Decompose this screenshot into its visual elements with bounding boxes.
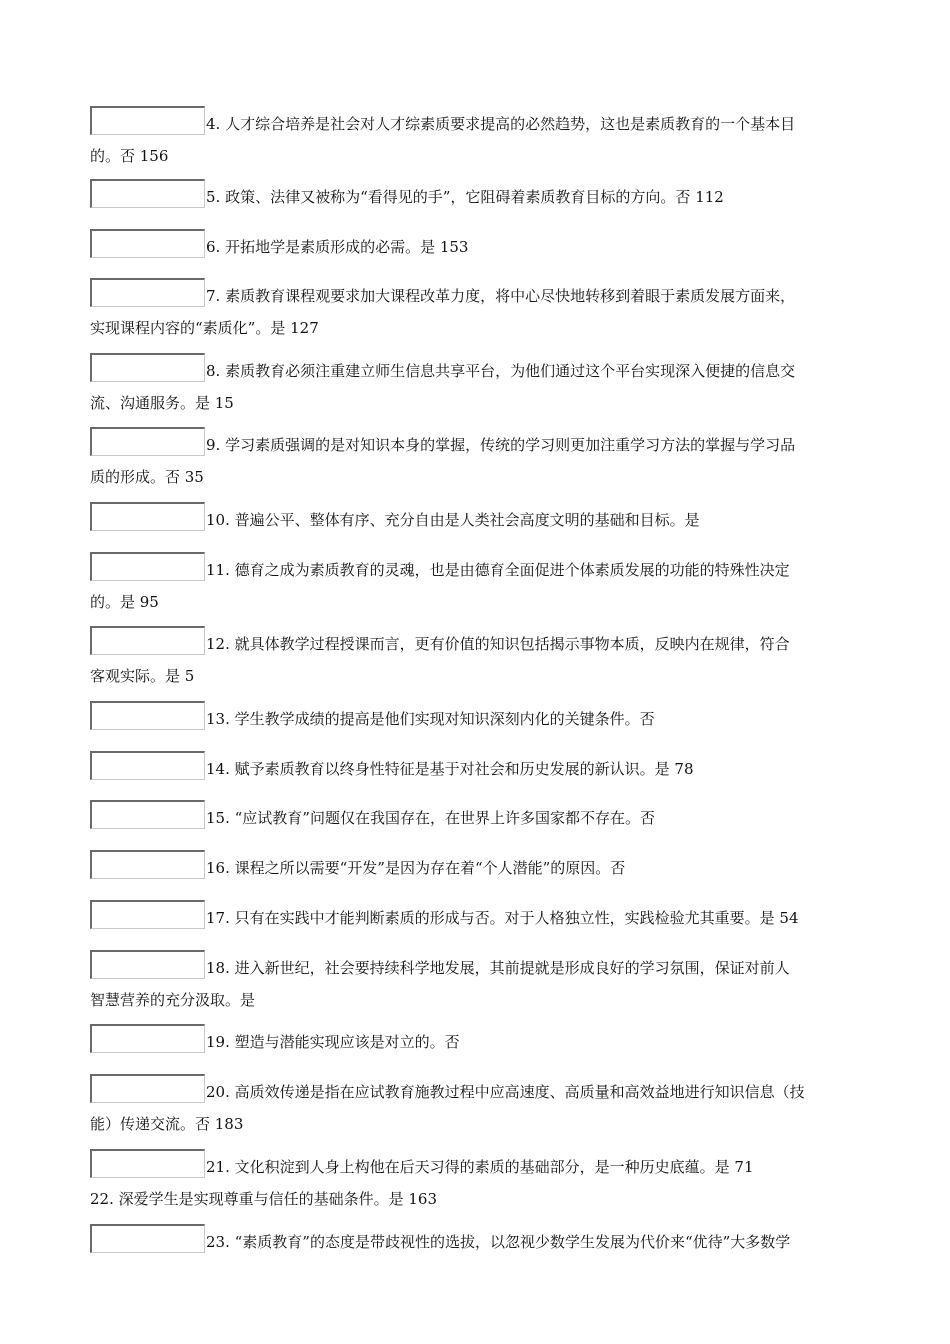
answer-box[interactable] (90, 900, 205, 929)
question-text-cont: 流、沟通服务。是 15 (90, 394, 234, 412)
answer-box[interactable] (90, 427, 205, 456)
answer-box[interactable] (90, 751, 205, 780)
answer-box[interactable] (90, 800, 205, 829)
answer-box[interactable] (90, 278, 205, 307)
answer-box[interactable] (90, 106, 205, 135)
answer-box[interactable] (90, 1074, 205, 1103)
question-7 (90, 280, 862, 344)
question-text: 7. 素质教育课程观要求加大课程改革力度，将中心尽快地转移到着眼于素质发展方面来， (206, 287, 796, 305)
question-text-cont: 客观实际。是 5 (90, 667, 195, 685)
question-text: 9. 学习素质强调的是对知识本身的掌握，传统的学习则更加注重学习方法的掌握与学习品 (206, 436, 796, 454)
question-text-cont: 实现课程内容的“素质化”。是 127 (90, 319, 319, 337)
question-text: 17. 只有在实践中才能判断素质的形成与否。对于人格独立性，实践检验尤其重要。是 54 (206, 909, 799, 927)
question-14 (90, 753, 862, 785)
question-12 (90, 628, 862, 692)
question-text: 4. 人才综合培养是社会对人才综素质要求提高的必然趋势，这也是素质教育的一个基本目 (206, 115, 796, 133)
question-text: 6. 开拓地学是素质形成的必需。是 153 (206, 238, 469, 256)
question-text-cont: 的。是 95 (90, 593, 159, 611)
answer-box[interactable] (90, 1149, 205, 1178)
question-text: 16. 课程之所以需要“开发”是因为存在着“个人潜能”的原因。否 (206, 859, 626, 877)
answer-box[interactable] (90, 1024, 205, 1053)
question-4 (90, 108, 862, 172)
answer-box[interactable] (90, 179, 205, 208)
question-8 (90, 355, 862, 419)
question-text: 5. 政策、法律又被称为“看得见的手”，它阻碍着素质教育目标的方向。否 112 (206, 188, 724, 206)
question-text: 10. 普遍公平、整体有序、充分自由是人类社会高度文明的基础和目标。是 (206, 511, 700, 529)
answer-box[interactable] (90, 229, 205, 258)
answer-box[interactable] (90, 1224, 205, 1253)
answer-box[interactable] (90, 701, 205, 730)
question-19 (90, 1026, 862, 1058)
question-text: 12. 就具体教学过程授课而言，更有价值的知识包括揭示事物本质，反映内在规律，符合 (206, 635, 790, 653)
question-13 (90, 703, 862, 735)
question-text: 13. 学生教学成绩的提高是他们实现对知识深刻内化的关键条件。否 (206, 710, 655, 728)
question-17 (90, 902, 862, 934)
question-text: 11. 德育之成为素质教育的灵魂，也是由德育全面促进个体素质发展的功能的特殊性决定 (206, 561, 790, 579)
question-22 (90, 1183, 862, 1215)
question-16 (90, 852, 862, 884)
question-text-cont: 的。否 156 (90, 147, 169, 165)
question-text: 18. 进入新世纪，社会要持续科学地发展，其前提就是形成良好的学习氛围，保证对前人 (206, 959, 790, 977)
question-text: 8. 素质教育必须注重建立师生信息共享平台，为他们通过这个平台实现深入便捷的信息交 (206, 362, 796, 380)
question-text: 23. “素质教育”的态度是带歧视性的选拔，以忽视少数学生发展为代价来“优待”大多数学 (206, 1233, 791, 1251)
question-15 (90, 802, 862, 834)
answer-box[interactable] (90, 950, 205, 979)
question-9 (90, 429, 862, 493)
question-11 (90, 554, 862, 618)
answer-box[interactable] (90, 626, 205, 655)
answer-box[interactable] (90, 353, 205, 382)
question-text: 14. 赋予素质教育以终身性特征是基于对社会和历史发展的新认识。是 78 (206, 760, 694, 778)
question-21 (90, 1151, 862, 1183)
answer-box[interactable] (90, 552, 205, 581)
question-6 (90, 231, 862, 263)
question-text-cont: 质的形成。否 35 (90, 468, 204, 486)
question-text: 19. 塑造与潜能实现应该是对立的。否 (206, 1033, 460, 1051)
question-text: 22. 深爱学生是实现尊重与信任的基础条件。是 163 (90, 1190, 438, 1208)
question-text-cont: 智慧营养的充分汲取。是 (90, 991, 256, 1009)
question-23 (90, 1226, 862, 1258)
question-20 (90, 1076, 862, 1140)
question-text-cont: 能）传递交流。否 183 (90, 1115, 244, 1133)
question-text: 15. “应试教育”问题仅在我国存在，在世界上许多国家都不存在。否 (206, 809, 655, 827)
question-text: 21. 文化积淀到人身上构他在后天习得的素质的基础部分，是一种历史底蕴。是 71 (206, 1158, 754, 1176)
question-5 (90, 181, 862, 213)
question-10 (90, 504, 862, 536)
answer-box[interactable] (90, 850, 205, 879)
question-18 (90, 952, 862, 1016)
answer-box[interactable] (90, 502, 205, 531)
question-text: 20. 高质效传递是指在应试教育施教过程中应高速度、高质量和高效益地进行知识信息（技 (206, 1083, 805, 1101)
